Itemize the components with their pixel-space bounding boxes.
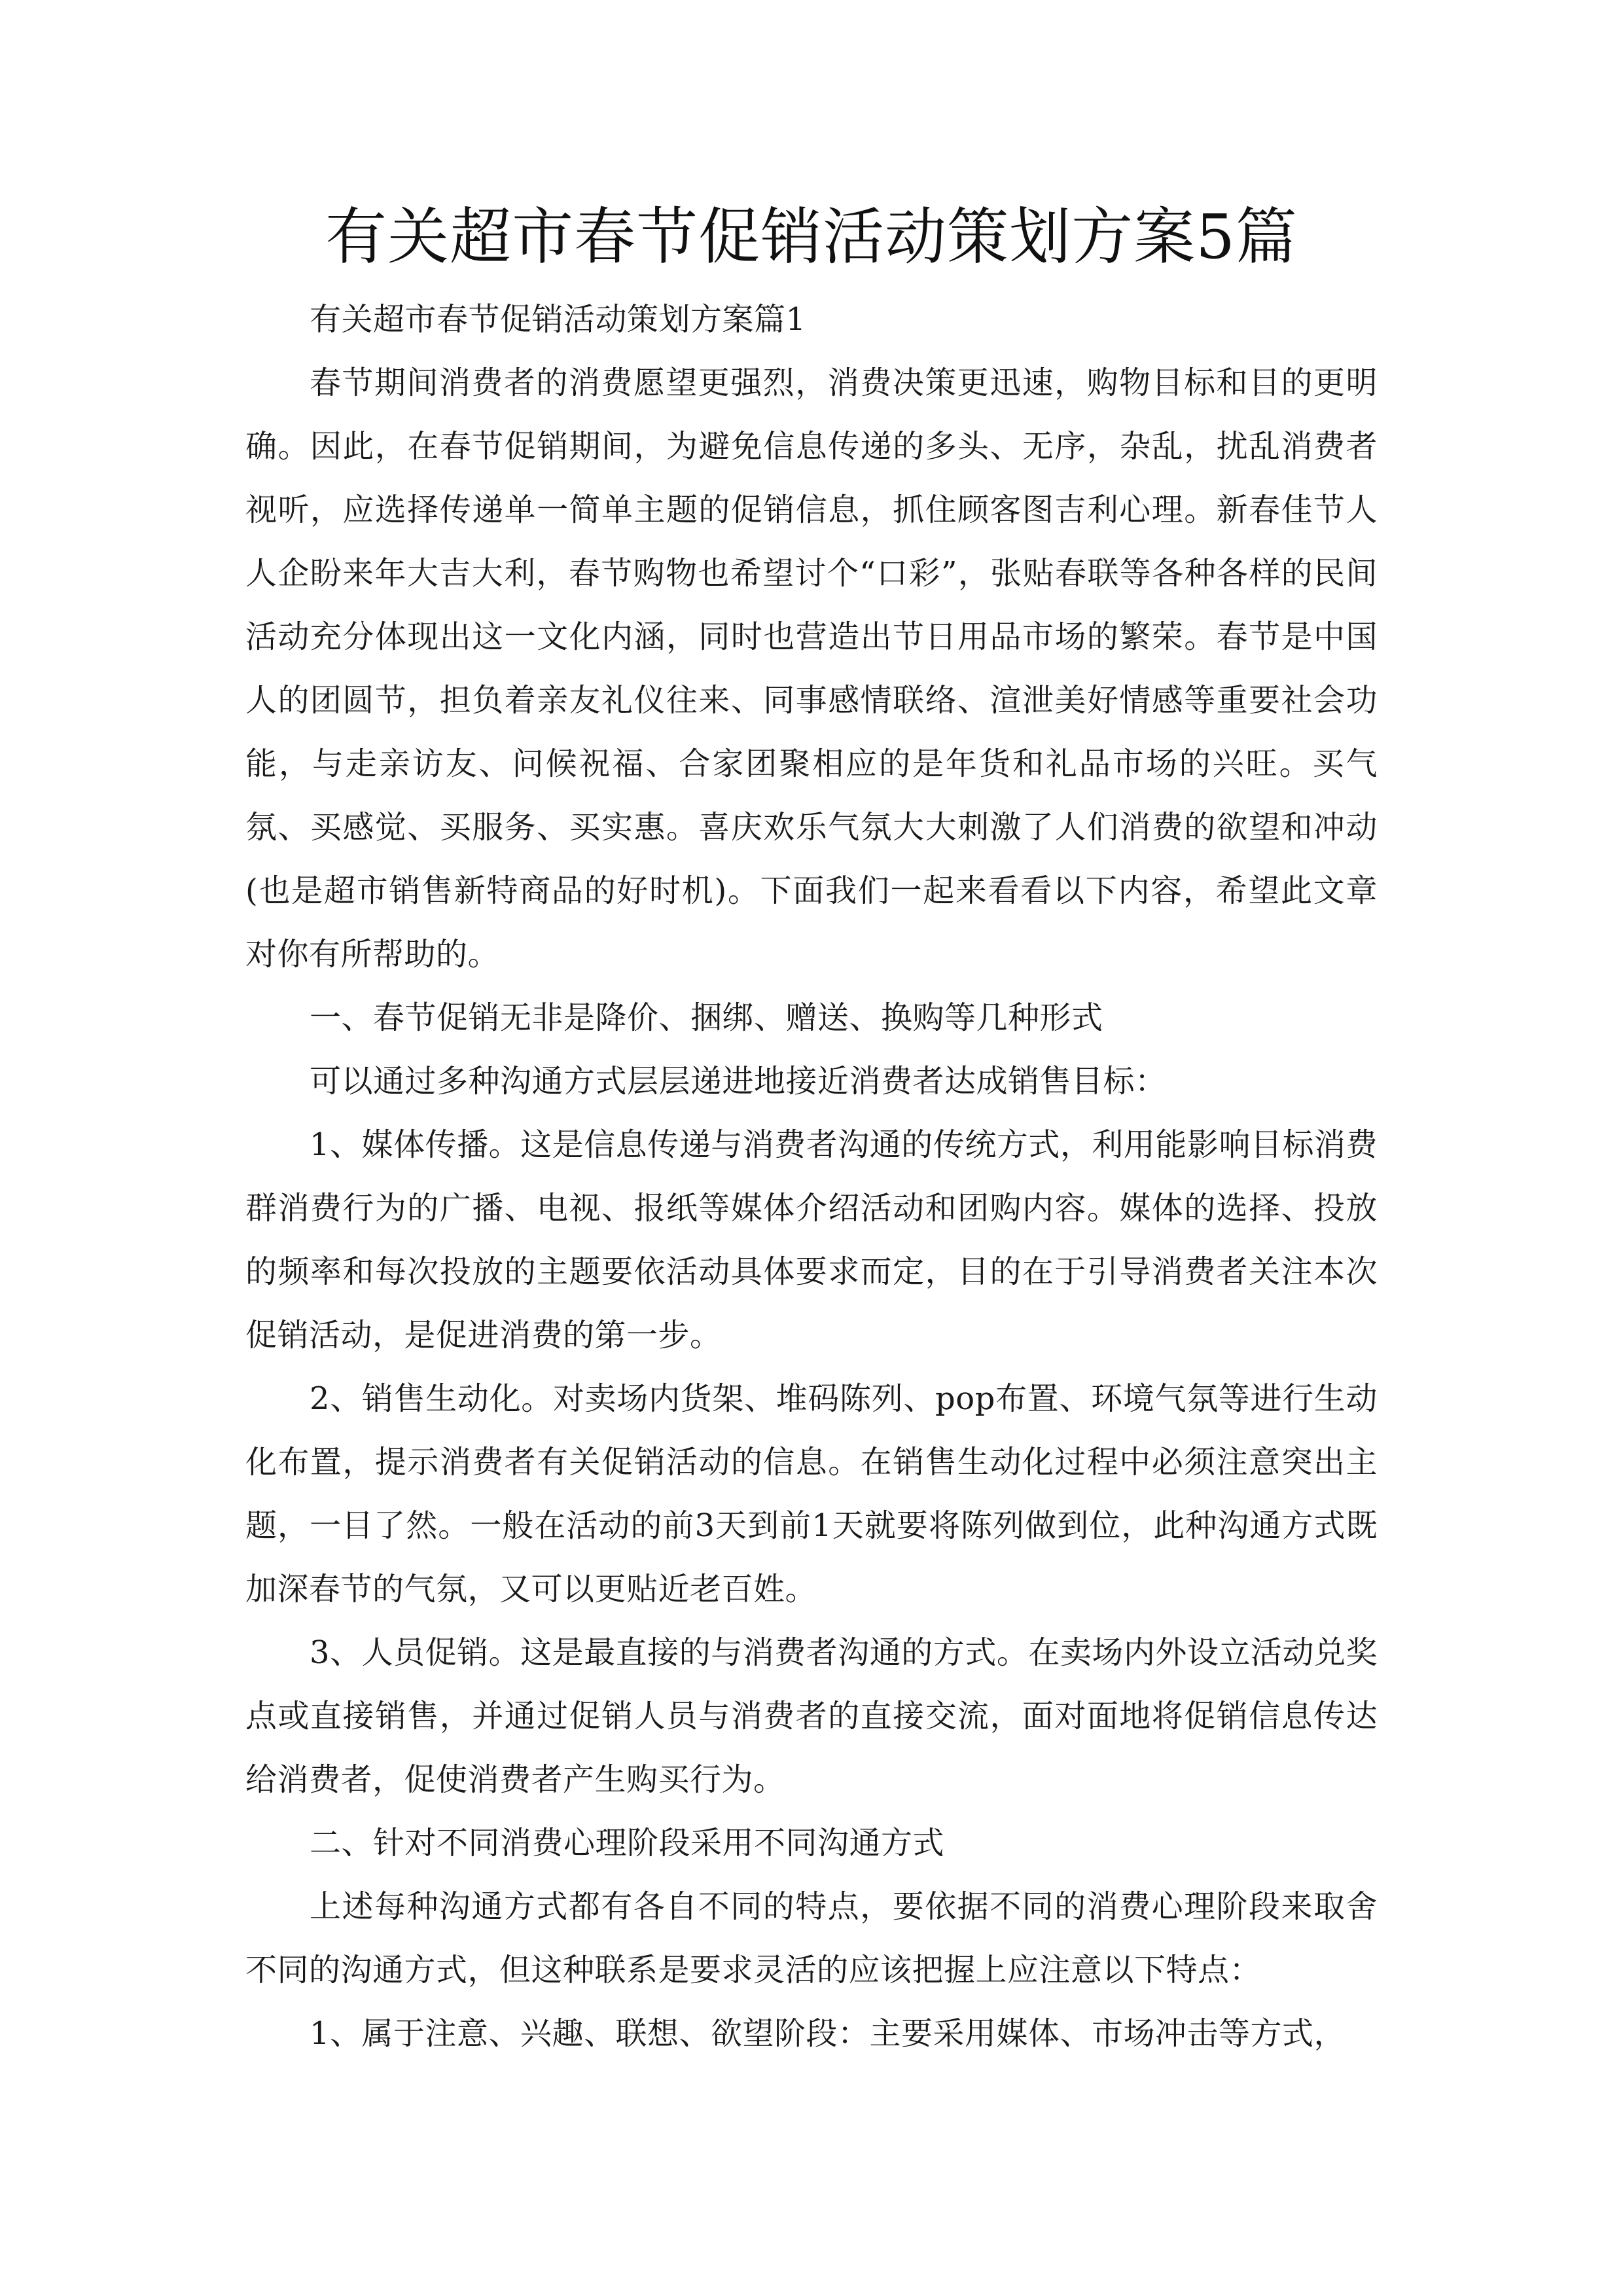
document-title: 有关超市春节促销活动策划方案5篇 [325,202,1298,273]
intro-paragraph: 春节期间消费者的消费愿望更强烈，消费决策更迅速，购物目标和目的更明确。因此，在春节促销期间，为避免信息传递的多头、无序，杂乱，扰乱消费者视听，应选择传递单一简单主题的促销信息，抓住顾客图吉利心理。新春佳节人人企盼来年大吉大利，春节购物也希望讨个“口彩”，张贴春联等各种各样的民间活动充分体现出这一文化内涵，同时也营造出节日用品市场的繁荣。春节是中国人的团圆节，担负着亲友礼仪往来、同事感情联络、渲泄美好情感等重要社会功能，与走亲访友、问候祝福、合家团聚相应的是年货和礼品市场的兴旺。买气氛、买感觉、买服务、买实惠。喜庆欢乐气氛大大刺激了人们消费的欲望和冲动(也是超市销售新特商品的好时机)。下面我们一起来看看以下内容，希望此文章对你有所帮助的。 [245,365,1378,973]
paragraph-communication-methods: 可以通过多种沟通方式层层递进地接近消费者达成销售目标： [310,1063,1167,1100]
section-heading-psychology-stages: 二、针对不同消费心理阶段采用不同沟通方式 [310,1825,945,1861]
section-heading-article-1: 有关超市春节促销活动策划方案篇1 [310,301,806,338]
list-item-media-spread: 1、媒体传播。这是信息传递与消费者沟通的传统方式，利用能影响目标消费群消费行为的广播、电视、报纸等媒体介绍活动和团购内容。媒体的选择、投放的频率和每次投放的主题要依活动具体要求而定，目的在于引导消费者关注本次促销活动，是促进消费的第一步。 [245,1126,1378,1354]
list-item-personnel-promotion: 3、人员促销。这是最直接的与消费者沟通的方式。在卖场内外设立活动兑奖点或直接销售，并通过促销人员与消费者的直接交流，面对面地将促销信息传达给消费者，促使消费者产生购买行为。 [245,1634,1378,1798]
document-body [245,288,1378,2066]
paragraph-stage-features: 上述每种沟通方式都有各自不同的特点，要依据不同的消费心理阶段来取舍不同的沟通方式，但这种联系是要求灵活的应该把握上应注意以下特点： [245,1888,1378,1988]
list-item-sales-vivid: 2、销售生动化。对卖场内货架、堆码陈列、pop布置、环境气氛等进行生动化布置，提示消费者有关促销活动的信息。在销售生动化过程中必须注意突出主题，一目了然。一般在活动的前3天到前1天就要将陈列做到位，此种沟通方式既加深春节的气氛，又可以更贴近老百姓。 [245,1380,1378,1607]
list-item-attention-stage: 1、属于注意、兴趣、联想、欲望阶段：主要采用媒体、市场冲击等方式， [310,2015,1346,2052]
section-heading-promotion-forms: 一、春节促销无非是降价、捆绑、赠送、换购等几种形式 [310,999,1103,1036]
